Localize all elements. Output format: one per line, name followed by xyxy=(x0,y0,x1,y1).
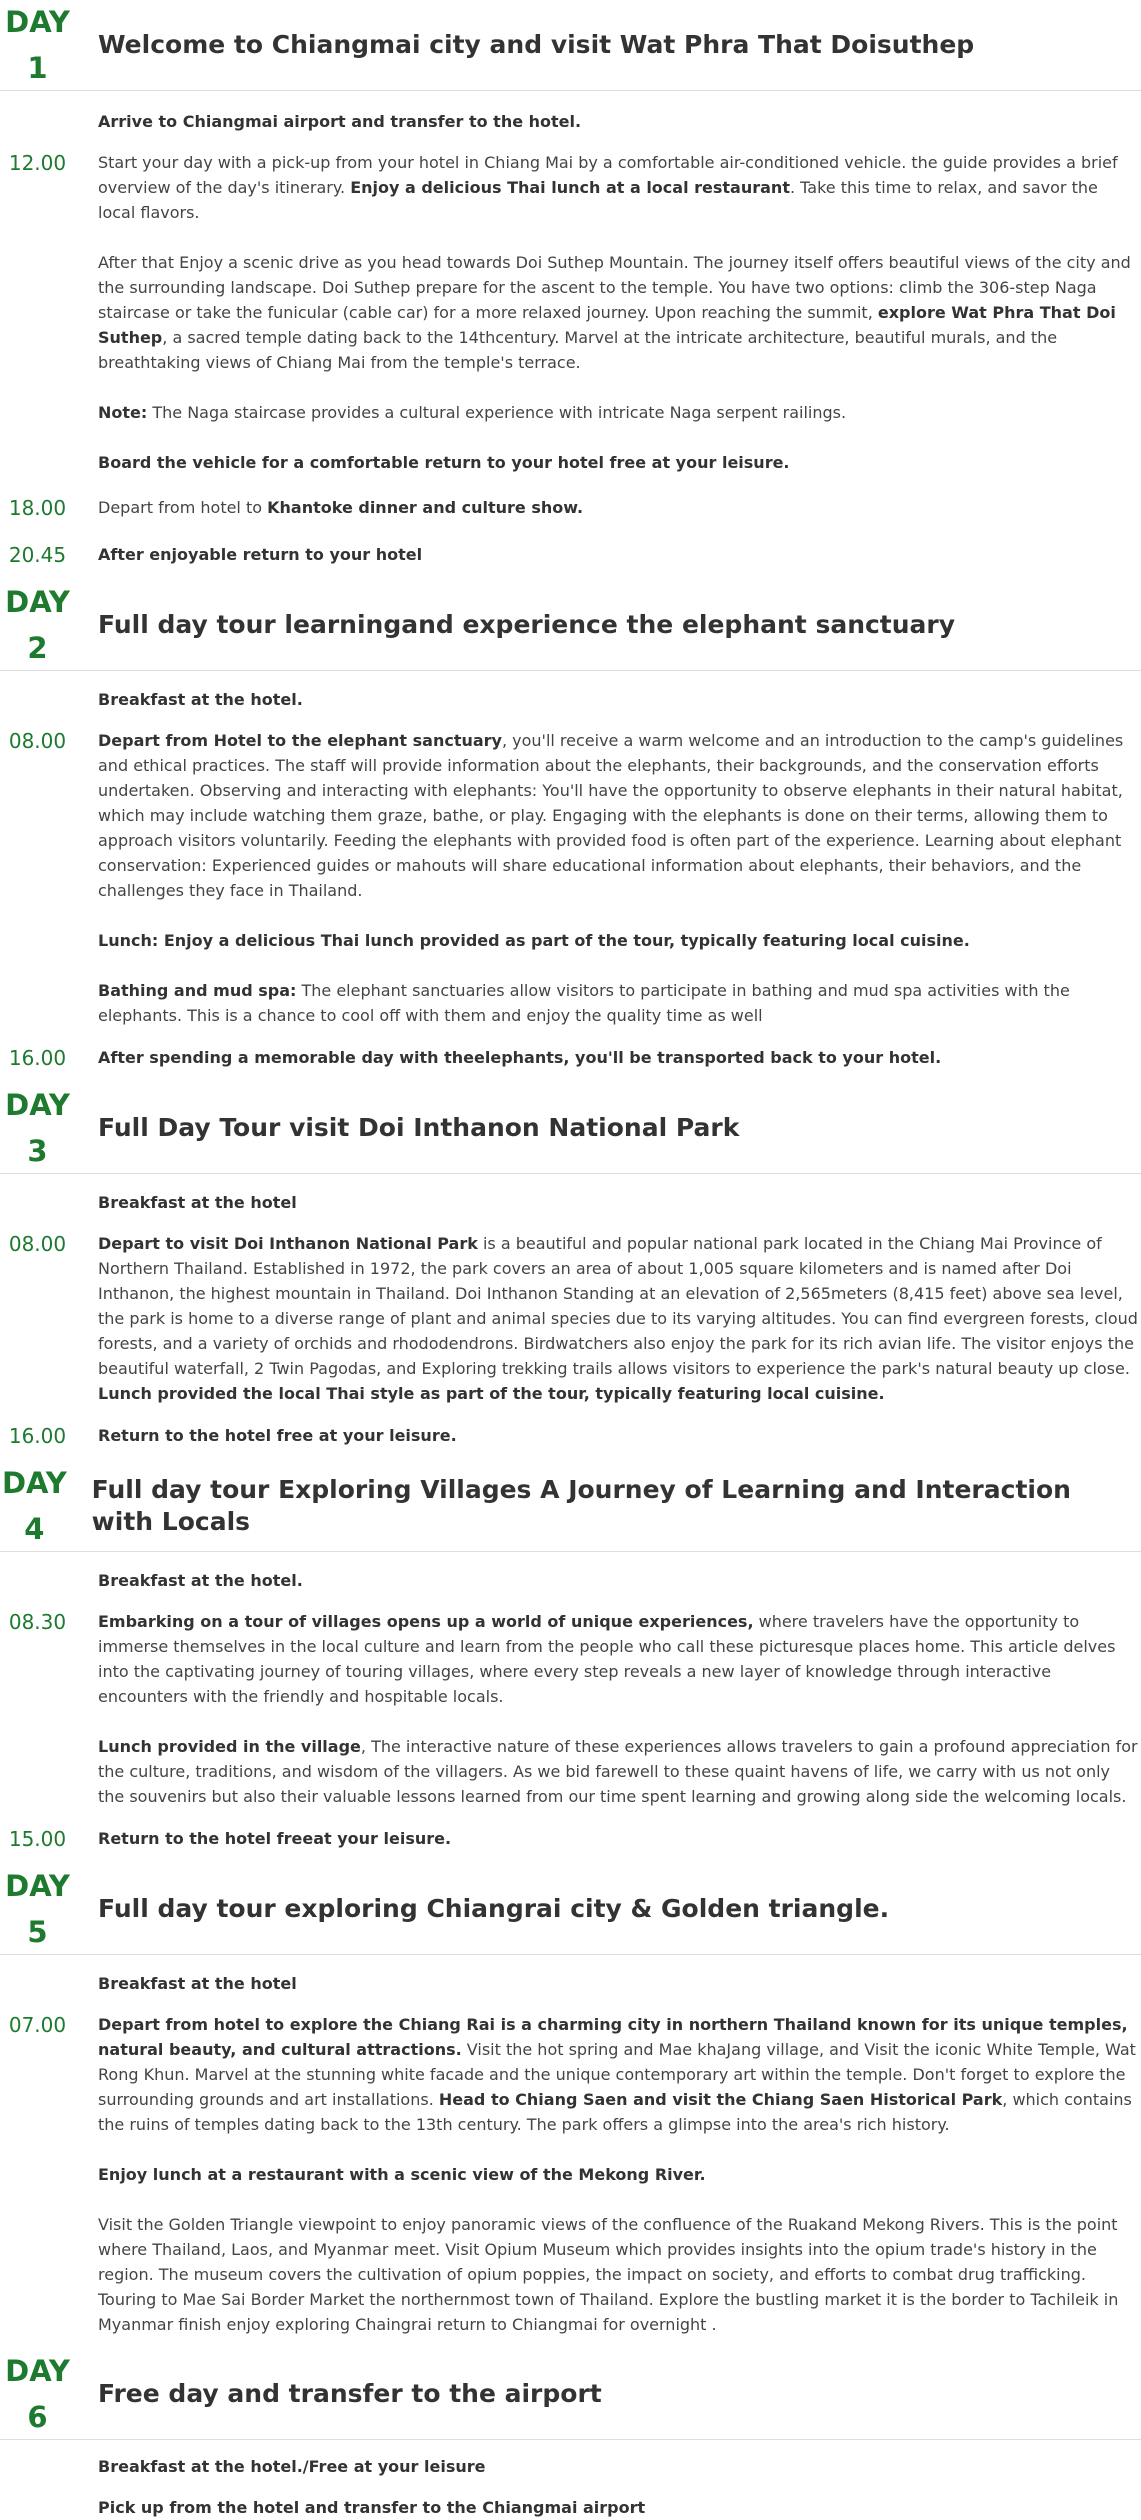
day-1-item-1200 xyxy=(0,150,1141,475)
day-5-header xyxy=(0,1864,1141,1954)
day-5-section xyxy=(0,1864,1141,2337)
day-2-title: Full day tour learningand experience the elephant sanctuary xyxy=(98,610,956,639)
paragraph: Depart from Hotel to the elephant sanctuary, you'll receive a warm welcome and an introduction to the camp's guidelines and ethical practices. The staff will provide information about the elephants, their backgrounds, and the conservation efforts undertaken. Observing and interacting with elephants: You'll have the opportunity to observe elephants in their natural habitat, which may include watching them graze, bathe, or play. Engaging with the elephants is done on their terms, allowing them to approach visitors voluntarily. Feeding the elephants with provided food is often part of the experience. Learning about elephant conservation: Experienced guides or mahouts will share educational information about elephants, their behaviors, and the challenges they face in Thailand. xyxy=(98,731,1124,900)
day-4-label: DAY 4 xyxy=(1,1466,67,1546)
day-3-header xyxy=(0,1083,1141,1173)
time-label: 08.00 xyxy=(8,1232,67,1256)
divider xyxy=(0,1173,1141,1174)
time-label: 12.00 xyxy=(8,151,67,175)
day-4-item-0830 xyxy=(0,1609,1141,1809)
day-6-title: Free day and transfer to the airport xyxy=(98,2379,602,2408)
time-label: 16.00 xyxy=(8,1046,67,1070)
divider xyxy=(0,670,1141,671)
paragraph: Depart to visit Doi Inthanon National Park is a beautiful and popular national park located in the Chiang Mai Province of Northern Thailand. Established in 1972, the park covers an area of about 1,005 square kilometers and is named after Doi Inthanon, the highest mountain in Thailand. Doi Inthanon Standing at an elevation of 2,565meters (8,415 feet) above sea level, the park is home to a diverse range of plant and animal species due to its varying altitudes. You can find evergreen forests, cloud forests, and a variety of orchids and rhododendrons. Birdwatchers also enjoy the park for its rich avian life. The visitor enjoys the beautiful waterfall, 2 Twin Pagodas, and Exploring trekking trails allows visitors to experience the park's natural beauty up close. Lunch provided the local Thai style as part of the tour, typically featuring local cuisine. xyxy=(98,1234,1138,1403)
intro-text: Breakfast at the hotel./Free at your leisure xyxy=(98,2457,486,2476)
day-3-label: DAY 3 xyxy=(5,1088,70,1168)
day-2-item-0800 xyxy=(0,728,1141,1028)
paragraph: Bathing and mud spa: The elephant sanctuaries allow visitors to participate in bathing and mud spa activities with the elephants. This is a chance to cool off with them and enjoy the quality time as well xyxy=(98,981,1070,1025)
day-2-section xyxy=(0,580,1141,1071)
day-1-item-2045: 20.45 After enjoyable return to your hotel xyxy=(0,542,1141,568)
day-6-section xyxy=(0,2349,1141,2520)
day-6-label: DAY 6 xyxy=(5,2354,70,2434)
day-4-item-1500: 15.00 Return to the hotel freeat your leisure. xyxy=(0,1826,1141,1852)
divider xyxy=(0,1551,1141,1552)
day-3-item-0800 xyxy=(0,1231,1141,1406)
day-3-section xyxy=(0,1083,1141,1449)
day-2-item-1600: 16.00 After spending a memorable day with theelephants, you'll be transported back to your hotel. xyxy=(0,1045,1141,1071)
day-1-label: DAY 1 xyxy=(5,5,70,85)
day-4-title: Full day tour Exploring Villages A Journey of Learning and Interaction with Locals xyxy=(91,1475,1071,1536)
paragraph: Board the vehicle for a comfortable return to your hotel free at your leisure. xyxy=(98,453,790,472)
time-label: 15.00 xyxy=(8,1827,67,1851)
time-label: 08.30 xyxy=(8,1610,67,1634)
time-label: 18.00 xyxy=(8,496,67,520)
divider xyxy=(0,2439,1141,2440)
day-5-item-0700 xyxy=(0,2012,1141,2337)
day-1-item-1800: 18.00 Depart from hotel to Khantoke dinner and culture show. xyxy=(0,495,1141,521)
day-4-header xyxy=(0,1461,1141,1551)
transfer-text: Pick up from the hotel and transfer to the Chiangmai airport xyxy=(98,2498,646,2517)
time-label: 16.00 xyxy=(8,1424,67,1448)
day-1-section xyxy=(0,0,1141,568)
time-label: 08.00 xyxy=(8,729,67,753)
note: Note: The Naga staircase provides a cultural experience with intricate Naga serpent railings. xyxy=(98,403,847,422)
day-5-label: DAY 5 xyxy=(5,1869,70,1949)
paragraph: Enjoy lunch at a restaurant with a scenic view of the Mekong River. xyxy=(98,2165,706,2184)
intro-text: Arrive to Chiangmai airport and transfer to the hotel. xyxy=(98,112,582,131)
paragraph: Embarking on a tour of villages opens up a world of unique experiences, where travelers have the opportunity to immerse themselves in the local culture and learn from the people who call these picturesque places home. This article delves into the captivating journey of touring villages, where every step reveals a new layer of knowledge through interactive encounters with the friendly and hospitable locals. xyxy=(98,1612,1116,1706)
paragraph: Visit the Golden Triangle viewpoint to enjoy panoramic views of the confluence of the Ruakand Mekong Rivers. This is the point where Thailand, Laos, and Myanmar meet. Visit Opium Museum which provides insights into the opium trade's history in the region. The museum covers the cultivation of opium poppies, the impact on society, and efforts to combat drug trafficking. Touring to Mae Sai Border Market the northernmost town of Thailand. Explore the bustling market it is the border to Tachileik in Myanmar finish enjoy exploring Chaingrai return to Chiangmai for overnight . xyxy=(98,2215,1119,2334)
intro-text: Breakfast at the hotel xyxy=(98,1193,297,1212)
divider xyxy=(0,90,1141,91)
day-2-header xyxy=(0,580,1141,670)
day-1-header xyxy=(0,0,1141,90)
day-2-label: DAY 2 xyxy=(5,585,70,665)
day-3-item-1600: 16.00 Return to the hotel free at your leisure. xyxy=(0,1423,1141,1449)
time-label: 20.45 xyxy=(8,543,67,567)
day-6-header xyxy=(0,2349,1141,2439)
paragraph: Start your day with a pick-up from your hotel in Chiang Mai by a comfortable air-conditioned vehicle. the guide provides a brief overview of the day's itinerary. Enjoy a delicious Thai lunch at a local restaurant. Take this time to relax, and savor the local flavors. xyxy=(98,153,1118,222)
time-label: 07.00 xyxy=(8,2013,67,2037)
paragraph: Lunch: Enjoy a delicious Thai lunch provided as part of the tour, typically featuring local cuisine. xyxy=(98,931,970,950)
paragraph: Lunch provided in the village, The interactive nature of these experiences allows travelers to gain a profound appreciation for the culture, traditions, and wisdom of the villagers. As we bid farewell to these quaint havens of life, we carry with us not only the souvenirs but also their valuable lessons learned from our time spent learning and growing along side the welcoming locals. xyxy=(98,1737,1138,1806)
day-1-title: Welcome to Chiangmai city and visit Wat Phra That Doisuthep xyxy=(98,30,975,59)
intro-text: Breakfast at the hotel. xyxy=(98,1571,303,1590)
paragraph: After that Enjoy a scenic drive as you head towards Doi Suthep Mountain. The journey itself offers beautiful views of the city and the surrounding landscape. Doi Suthep prepare for the ascent to the temple. You have two options: climb the 306-step Naga staircase or take the funicular (cable car) for a more relaxed journey. Upon reaching the summit, explore Wat Phra That Doi Suthep, a sacred temple dating back to the 14thcentury. Marvel at the intricate architecture, beautiful murals, and the breathtaking views of Chiang Mai from the temple's terrace. xyxy=(98,253,1131,372)
day-4-section xyxy=(0,1461,1141,1852)
intro-text: Breakfast at the hotel xyxy=(98,1974,297,1993)
paragraph: Depart from hotel to explore the Chiang Rai is a charming city in northern Thailand known for its unique temples, natural beauty, and cultural attractions. Visit the hot spring and Mae khaJang village, and Visit the iconic White Temple, Wat Rong Khun. Marvel at the stunning white facade and the unique contemporary art within the temple. Don't forget to explore the surrounding grounds and art installations. Head to Chiang Saen and visit the Chiang Saen Historical Park, which contains the ruins of temples dating back to the 13th century. The park offers a glimpse into the area's rich history. xyxy=(98,2015,1136,2134)
day-1-intro-row xyxy=(0,109,1141,134)
divider xyxy=(0,1954,1141,1955)
day-3-title: Full Day Tour visit Doi Inthanon National Park xyxy=(98,1113,740,1142)
intro-text: Breakfast at the hotel. xyxy=(98,690,303,709)
day-5-title: Full day tour exploring Chiangrai city & Golden triangle. xyxy=(98,1894,890,1923)
